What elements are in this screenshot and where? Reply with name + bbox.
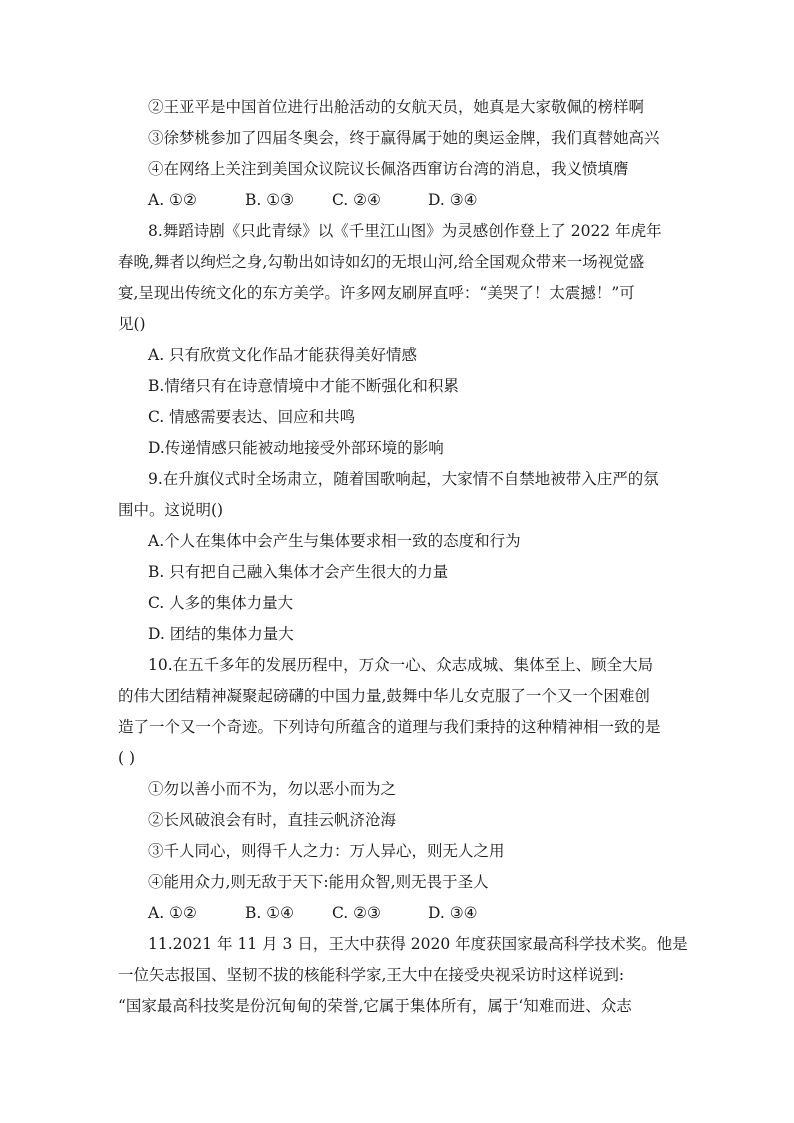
q10-statement-1: ①勿以善小而不为，勿以恶小而为之	[148, 780, 397, 798]
q8-option-a: A. 只有欣赏文化作品才能获得美好情感	[148, 346, 418, 364]
q10-option-b: B. ①④	[245, 904, 295, 922]
q8-stem-line-4: 见()	[118, 315, 146, 333]
q9-option-a: A.个人在集体中会产生与集体要求相一致的态度和行为	[148, 532, 521, 550]
q11-stem-line-2: 一位矢志报国、坚韧不拔的核能科学家,王大中在接受央视采访时这样说到:	[118, 966, 625, 984]
q8-stem-line-2: 春晚,舞者以绚烂之身,勾勒出如诗如幻的无垠山河,给全国观众带来一场视觉盛	[118, 253, 645, 271]
q7-option-b: B. ①③	[245, 191, 295, 209]
q10-option-d: D. ③④	[428, 904, 478, 922]
q9-option-b: B. 只有把自己融入集体才会产生很大的力量	[148, 563, 449, 581]
q9-stem-line-1: 9.在升旗仪式时全场肃立，随着国歌响起，大家情不自禁地被带入庄严的氛	[148, 470, 659, 488]
q8-option-b: B.情绪只有在诗意情境中才能不断强化和积累	[148, 377, 459, 395]
q10-stem-line-3: 造了一个又一个奇迹。下列诗句所蕴含的道理与我们秉持的这种精神相一致的是	[118, 718, 661, 736]
q7-option-c: C. ②④	[332, 191, 381, 209]
q10-stem-line-4: ( )	[118, 749, 136, 767]
q11-stem-line-1: 11.2021 年 11 月 3 日，王大中获得 2020 年度获国家最高科学技术奖。他是	[148, 935, 688, 953]
q9-option-c: C. 人多的集体力量大	[148, 594, 294, 612]
q7-statement-2: ②王亚平是中国首位进行出舱活动的女航天员，她真是大家敬佩的榜样啊	[148, 98, 645, 116]
q10-option-c: C. ②③	[332, 904, 381, 922]
q7-option-d: D. ③④	[428, 191, 478, 209]
q7-statement-4: ④在网络上关注到美国众议院议长佩洛西窜访台湾的消息，我义愤填膺	[148, 160, 629, 178]
q10-options	[148, 903, 478, 923]
q9-stem-line-2: 围中。这说明()	[118, 501, 224, 519]
q9-option-d: D. 团结的集体力量大	[148, 625, 294, 643]
q10-statement-2: ②长风破浪会有时，直挂云帆济沧海	[148, 811, 397, 829]
q8-option-c: C. 情感需要表达、回应和共鸣	[148, 408, 356, 426]
q7-options	[148, 190, 478, 210]
q7-option-a: A. ①②	[148, 191, 197, 209]
q7-statement-3: ③徐梦桃参加了四届冬奥会，终于赢得属于她的奥运金牌，我们真替她高兴	[148, 129, 660, 147]
q11-stem-line-3: “国家最高科技奖是份沉甸甸的荣誉,它属于集体所有，属于‘知难而进、众志	[118, 997, 632, 1015]
q8-stem-line-3: 宴,呈现出传统文化的东方美学。许多网友刷屏直呼：“美哭了！太震撼！”可	[118, 284, 635, 302]
q8-option-d: D.传递情感只能被动地接受外部环境的影响	[148, 439, 444, 457]
q8-stem-line-1: 8.舞蹈诗剧《只此青绿》以《千里江山图》为灵感创作登上了 2022 年虎年	[148, 222, 662, 240]
q10-stem-line-2: 的伟大团结精神凝聚起磅礴的中国力量,鼓舞中华儿女克服了一个又一个困难创	[118, 687, 650, 705]
q10-stem-line-1: 10.在五千多年的发展历程中，万众一心、众志成城、集体至上、顾全大局	[148, 656, 654, 674]
q10-option-a: A. ①②	[148, 904, 197, 922]
q10-statement-4: ④能用众力,则无敌于天下:能用众智,则无畏于圣人	[148, 873, 489, 891]
q10-statement-3: ③千人同心，则得千人之力：万人异心，则无人之用	[148, 842, 505, 860]
